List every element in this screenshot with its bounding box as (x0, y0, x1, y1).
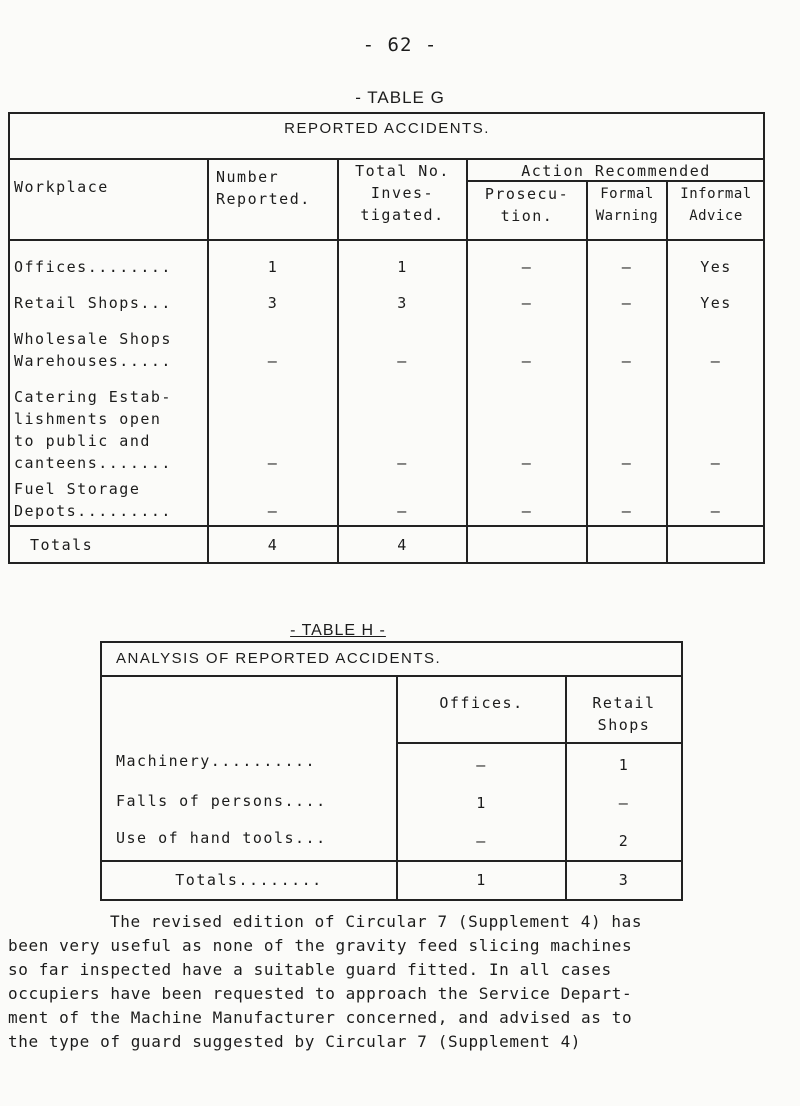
header-total-investigated: Total No. Inves- tigated. (355, 162, 450, 224)
table-h-label: - TABLE H - (290, 622, 386, 639)
row-fuel-investigated: — (397, 502, 408, 520)
row-fuel-prosecution: — (521, 502, 533, 520)
row-catering-workplace: Catering Estab- lishments open to public and canteens....... (14, 388, 172, 472)
row-retail-formal: — (621, 294, 633, 312)
totals-retail: 3 (618, 871, 630, 889)
totals-reported: 4 (267, 536, 279, 554)
row-catering-investigated: — (397, 454, 408, 472)
row-offices-reported: 1 (267, 258, 279, 276)
row-wholesale-reported: — (267, 352, 279, 370)
totals-label: Totals (30, 536, 94, 554)
header-offices: Offices. (439, 694, 524, 712)
totals-investigated: 4 (397, 536, 408, 554)
row-catering-prosecution: — (521, 454, 533, 472)
hand-tools-retail: 2 (618, 832, 630, 850)
row-wholesale-workplace: Wholesale Shops Warehouses..... (14, 330, 172, 370)
row-wholesale-investigated: — (397, 352, 408, 370)
row-retail-workplace: Retail Shops... (14, 294, 172, 312)
row-catering-reported: — (267, 454, 279, 472)
row-catering-informal: — (710, 454, 722, 472)
cause-falls: Falls of persons.... (116, 792, 327, 810)
row-fuel-formal: — (621, 502, 633, 520)
table-g-title: REPORTED ACCIDENTS. (284, 120, 490, 137)
hand-tools-offices: — (476, 832, 487, 850)
row-offices-investigated: 1 (397, 258, 408, 276)
page-number: - 62 - (362, 34, 438, 56)
row-wholesale-informal: — (710, 352, 722, 370)
falls-offices: 1 (476, 794, 487, 812)
falls-retail: — (618, 794, 630, 812)
header-prosecution: Prosecu- tion. (484, 185, 570, 225)
row-offices-formal: — (621, 258, 633, 276)
machinery-offices: — (476, 756, 487, 774)
totals-offices: 1 (476, 871, 487, 889)
machinery-retail: 1 (618, 756, 630, 774)
row-retail-informal: Yes (700, 294, 732, 312)
table-h-title: ANALYSIS OF REPORTED ACCIDENTS. (116, 650, 442, 667)
body-paragraph: The revised edition of Circular 7 (Supplement 4) has been very useful as none of the gravity feed slicing machines so far inspected have a suitable guard fitted. In all cases occupiers have been requested to approach the Service Depart- ment of the Machine Manufacturer concerned, and advised as to the type of guard suggested by Circular 7 (Supplement 4) (8, 912, 643, 1051)
row-offices-informal: Yes (700, 258, 732, 276)
row-offices-workplace: Offices........ (14, 258, 172, 276)
header-formal-warning: Formal Warning (595, 186, 659, 224)
header-number-reported: Number Reported. (216, 168, 311, 208)
cause-machinery: Machinery.......... (116, 752, 317, 770)
row-fuel-workplace: Fuel Storage Depots......... (14, 480, 172, 520)
row-wholesale-formal: — (621, 352, 633, 370)
row-retail-prosecution: — (521, 294, 533, 312)
row-catering-formal: — (621, 454, 633, 472)
row-offices-prosecution: — (521, 258, 533, 276)
table-h-totals-label: Totals........ (175, 871, 323, 889)
row-retail-investigated: 3 (397, 294, 408, 312)
header-action-recommended: Action Recommended (521, 162, 711, 180)
table-g-label: - TABLE G (355, 88, 445, 107)
header-workplace: Workplace (14, 178, 109, 196)
cause-hand-tools: Use of hand tools... (116, 829, 327, 847)
row-fuel-informal: — (710, 502, 722, 520)
row-retail-reported: 3 (267, 294, 279, 312)
row-wholesale-prosecution: — (521, 352, 533, 370)
header-retail-shops: Retail Shops (592, 694, 656, 734)
row-fuel-reported: — (267, 502, 279, 520)
header-informal-advice: Informal Advice (680, 186, 752, 224)
